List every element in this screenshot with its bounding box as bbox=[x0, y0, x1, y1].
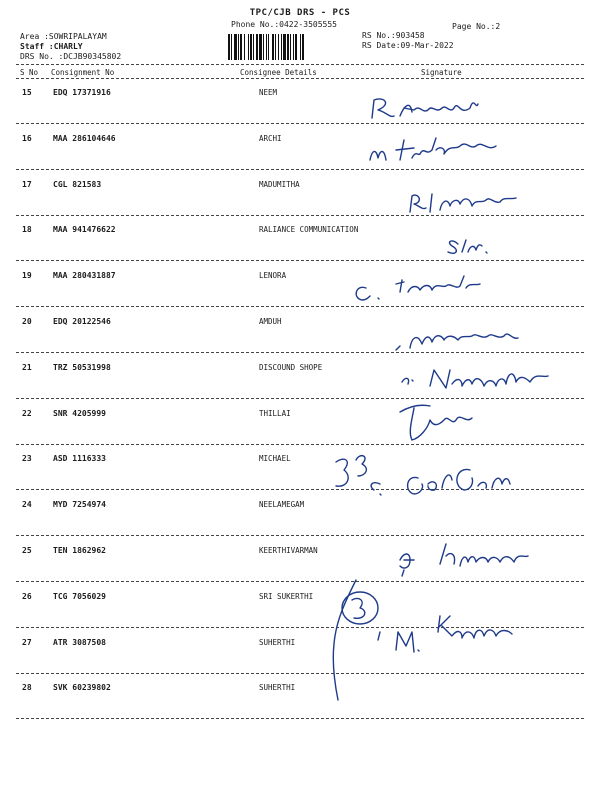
phone-number: Phone No.:0422-3505555 bbox=[231, 20, 337, 29]
row-consignee-name: AMDUH bbox=[259, 317, 282, 326]
row-serial-number: 22 bbox=[22, 408, 32, 418]
row-consignee-name: SUHERTHI bbox=[259, 637, 296, 647]
row-serial-number: 27 bbox=[22, 637, 32, 647]
row-consignment-number: EDQ 17371916 bbox=[53, 88, 111, 97]
row-serial-number: 26 bbox=[22, 591, 32, 601]
row-consignee-name: KEERTHIVARMAN bbox=[259, 546, 318, 555]
row-consignment-number: SNR 4205999 bbox=[53, 408, 106, 418]
staff-label: Staff :CHARLY bbox=[20, 42, 83, 51]
signature-bracket-line bbox=[333, 580, 356, 700]
row-consignee-name: NEELAMEGAM bbox=[259, 500, 305, 510]
signature-k-selvamani bbox=[396, 334, 518, 350]
row-consignment-number: TRZ 50531998 bbox=[53, 362, 111, 372]
column-header-consignee: Consignee Details bbox=[240, 68, 317, 77]
row-consignment-number: ASD 1116333 bbox=[53, 454, 106, 464]
row-consignee-name: LENORA bbox=[259, 271, 287, 281]
row-serial-number: 18 bbox=[22, 225, 32, 235]
row-serial-number: 23 bbox=[22, 454, 32, 464]
page-number: Page No.:2 bbox=[452, 22, 501, 31]
signature-m-karthick bbox=[370, 138, 496, 160]
row-consignment-number: CGL 821583 bbox=[53, 179, 102, 189]
signature-r-aravind bbox=[372, 99, 478, 118]
row-consignment-number: MYD 7254974 bbox=[53, 500, 106, 510]
row-consignee-name: DISCOUND SHOPE bbox=[259, 362, 323, 372]
row-consignment-number: MAA 280431887 bbox=[53, 271, 116, 281]
row-serial-number: 16 bbox=[22, 133, 32, 143]
row-consignment-number: TEN 1862962 bbox=[53, 546, 106, 555]
row-consignment-number: ATR 3087508 bbox=[53, 637, 106, 647]
signature-slv bbox=[448, 240, 487, 253]
row-consignee-name: MADUMITHA bbox=[259, 179, 300, 189]
row-consignment-number: MAA 286104646 bbox=[53, 133, 116, 143]
row-consignee-name: THILLAI bbox=[259, 408, 291, 418]
row-consignee-name: NEEM bbox=[259, 88, 278, 97]
row-consignment-number: TCG 7056029 bbox=[53, 591, 106, 601]
row-serial-number: 21 bbox=[22, 362, 32, 372]
signature-m-narayanaswamy bbox=[402, 370, 548, 388]
rs-date: RS Date:09-Mar-2022 bbox=[362, 41, 454, 50]
drs-number: DRS No. :DCJB90345802 bbox=[20, 52, 122, 61]
row-serial-number: 24 bbox=[22, 500, 32, 510]
column-header-consignment: Consignment No bbox=[51, 68, 115, 77]
column-header-sno: S No bbox=[20, 68, 39, 77]
row-serial-number: 15 bbox=[22, 88, 32, 97]
signature-c-jeevanandham bbox=[356, 276, 480, 300]
row-consignee-name: SUHERTHI bbox=[259, 683, 296, 693]
row-serial-number: 19 bbox=[22, 271, 32, 281]
document-title: TPC/CJB DRS - PCS bbox=[249, 8, 351, 18]
column-header-signature: Signature bbox=[421, 68, 462, 77]
signature-r-anbarasu bbox=[410, 194, 516, 212]
row-consignment-number: SVK 60239802 bbox=[53, 683, 111, 693]
row-consignment-number: MAA 941476622 bbox=[53, 225, 116, 235]
signature-a-mohammed bbox=[400, 544, 528, 576]
row-consignee-name: RALIANCE COMMUNICATION bbox=[259, 225, 359, 235]
row-serial-number: 20 bbox=[22, 317, 32, 326]
row-serial-number: 28 bbox=[22, 683, 32, 693]
area-label: Area :SOWRIPALAYAM bbox=[20, 32, 107, 41]
signature-circled-3 bbox=[342, 592, 378, 624]
rs-number: RS No.:903458 bbox=[362, 31, 425, 40]
row-consignee-name: MICHAEL bbox=[259, 454, 291, 464]
row-serial-number: 25 bbox=[22, 546, 32, 555]
row-consignee-name: ARCHI bbox=[259, 133, 282, 143]
row-consignee-name: SRI SUKERTHI bbox=[259, 591, 314, 601]
signature-m-kumaran bbox=[378, 616, 512, 652]
row-serial-number: 17 bbox=[22, 179, 32, 189]
signature-thillai bbox=[400, 405, 472, 440]
signature-s-gopal bbox=[336, 456, 510, 495]
row-consignment-number: EDQ 20122546 bbox=[53, 317, 111, 326]
